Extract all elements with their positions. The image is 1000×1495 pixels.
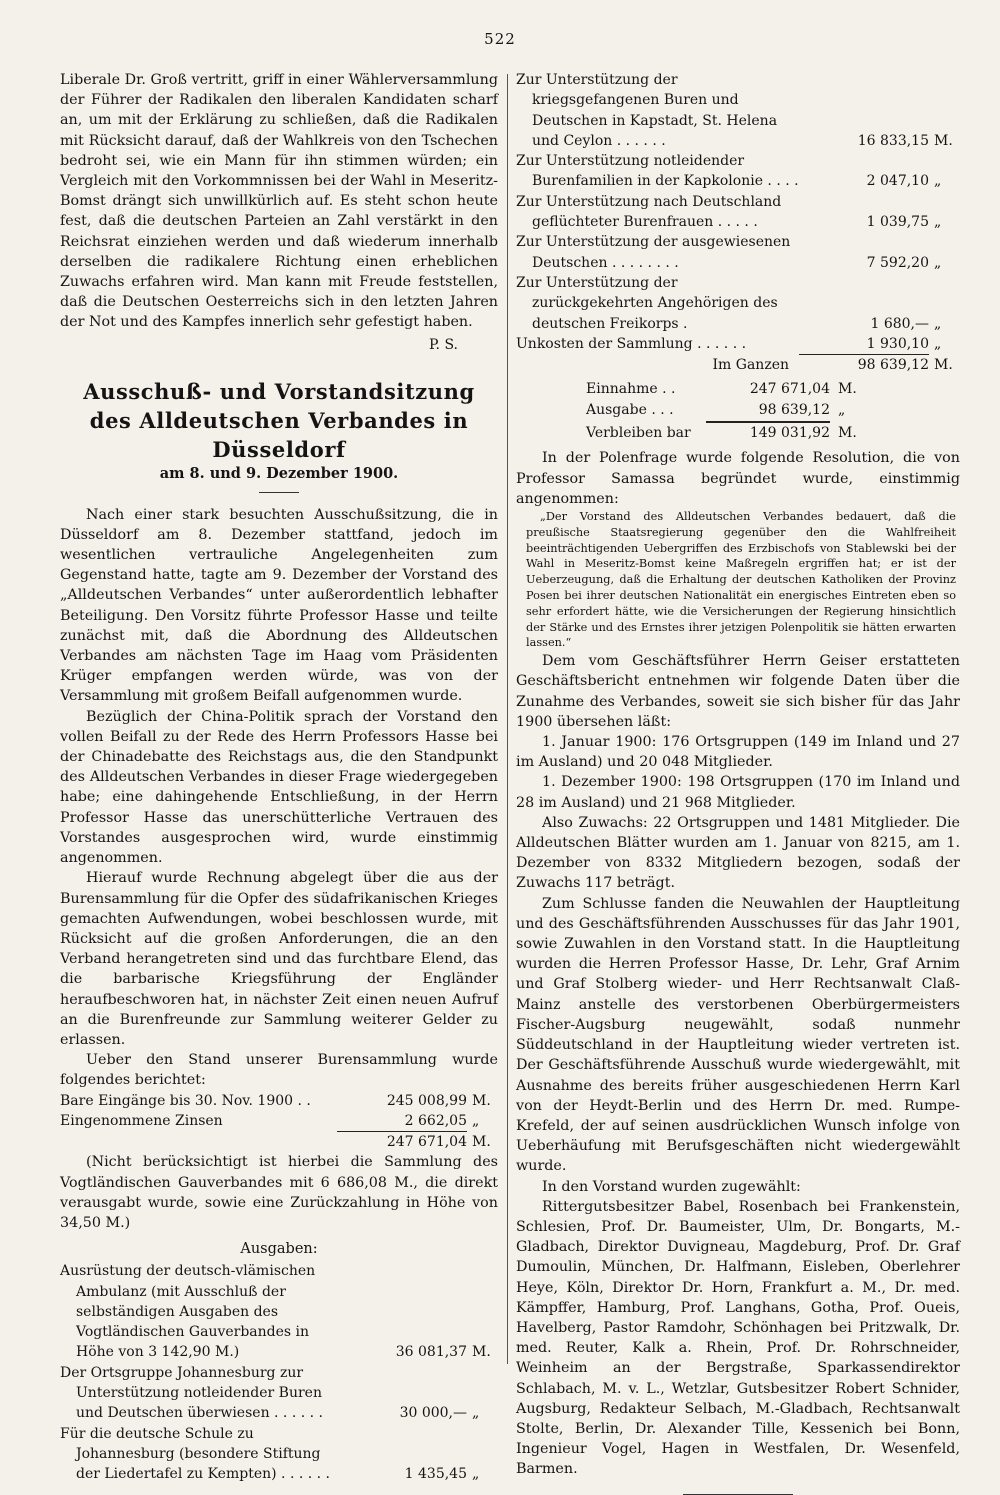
heading-rule: [259, 492, 299, 493]
receipt-unit: M.: [472, 1092, 491, 1109]
receipt-label: Eingenommene Zinsen: [60, 1112, 223, 1129]
expense-row: [60, 1363, 498, 1424]
receipt-amount: 245 008,99: [386, 1092, 467, 1109]
expenses-table-left: [60, 1261, 498, 1484]
expense-label: Der Ortsgruppe Johannesburg zur Unterstützung notleidender Buren und Deutschen überwiesen . . . . . .: [60, 1364, 323, 1422]
expenses-total-amount: 98 639,12: [799, 354, 929, 375]
expense-label: Zur Unterstützung der zurückgekehrten Angehörigen des deutschen Freikorps .: [516, 274, 778, 332]
balance-income-row: [586, 379, 960, 400]
article-heading: Ausschuß- und Vorstandsitzung des Alldeutschen Verbandes in Düsseldorf: [83, 378, 475, 462]
expenses-total-row: [516, 354, 960, 375]
expense-label: Zur Unterstützung nach Deutschland geflüchteter Burenfrauen . . . . .: [516, 193, 782, 231]
expense-amount: 36 081,37: [395, 1344, 467, 1361]
statistics-line: 1. Dezember 1900: 198 Ortsgruppen (170 im Inland und 28 im Ausland) und 21 968 Mitglieder.: [516, 774, 960, 811]
expense-label: Für die deutsche Schule zu Johannesburg (besondere Stiftung der Liedertafel zu Kempten) . . . . . .: [60, 1425, 330, 1483]
polen-intro: In der Polenfrage wurde folgende Resolution, die von Professor Samassa begründet wurde, einstimmig angenommen:: [516, 450, 960, 507]
expense-unit: „: [472, 1466, 480, 1483]
balance-expense-unit: „: [838, 402, 846, 419]
expense-label: Zur Unterstützung der kriegsgefangenen Buren und Deutschen in Kapstadt, St. Helena und Ceylon . . . . . .: [516, 72, 778, 149]
receipts-total-row: [60, 1131, 498, 1152]
expense-amount: 2 047,10: [866, 173, 929, 190]
body-paragraph: Nach einer stark besuchten Ausschußsitzung, die in Düsseldorf am 8. Dezember stattfand, jedoch im wesentlichen vertrauliche Angelegenheiten zum Gegenstand hatte, tagte am 9. Dezember der Vorstand des „Alldeutschen Verbandes“ unter außerordentlich lebhafter Beteiligung. Den Vorsitz führte Professor Hasse und teilte zunächst mit, daß die Abordnung des Alldeutschen Verbandes am nächsten Tage im Haag vom Präsidenten Krüger empfangen werden würde, was von der Versammlung mit großem Beifall aufgenommen wurde.: [60, 506, 498, 705]
expense-unit: „: [934, 254, 942, 271]
balance-expense-amount: 98 639,12: [706, 400, 830, 423]
expense-row: [60, 1424, 498, 1485]
expense-amount: 1 680,—: [870, 315, 929, 332]
article-subheading: am 8. und 9. Dezember 1900.: [159, 464, 399, 482]
expense-label: Zur Unterstützung notleidender Burenfamilien in der Kapkolonie . . . .: [516, 153, 799, 190]
expense-amount: 30 000,—: [399, 1405, 467, 1422]
balance-income-amount: 247 671,04: [749, 381, 830, 398]
body-paragraph: Also Zuwachs: 22 Ortsgruppen und 1481 Mitglieder. Die Alldeutschen Blätter wurden am 1. Januar von 8215, am 1. Dezember von 8332 Mitgliedern bezogen, sodaß der Zuwachs 117 beträgt.: [516, 814, 960, 892]
body-paragraph: Hierauf wurde Rechnung abgelegt über die aus der Burensammlung für die Opfer des südafrikanischen Krieges gemachten Aufwendungen, wobei beschlossen wurde, mit Rücksicht auf die großen Anforderungen, die an den Verband herangetreten sind und das furchtbare Elend, das die barbarische Kriegsführung der Engländer heraufbeschworen hat, in nächster Zeit einen neuen Aufruf an die Burenfreunde zur Sammlung weiterer Gelder zu erlassen.: [60, 870, 498, 1048]
body-paragraph: Dem vom Geschäftsführer Herrn Geiser erstatteten Geschäftsbericht entnehmen wir folgende Daten über die Zunahme des Verbandes, soweit sie sich bisher für das Jahr 1900 übersehen läßt:: [516, 653, 960, 730]
expenses-total-label: Im Ganzen: [712, 357, 789, 374]
intro-paragraph: Liberale Dr. Groß vertritt, griff in einer Wählerversammlung der Führer der Radikalen den liberalen Kandidaten scharf an, um mit der Erklärung zu schließen, daß die Radikalen mit Rücksicht darauf, daß der Wahlkreis von den Tschechen bedroht sei, wie ein Mann für ihn stimmen würden; ein Vergleich mit den Vorkommnissen bei der Wahl in Meseritz-Bomst drängt sich unwillkürlich auf. Es steht schon heute fest, daß die deutschen Parteien an Zahl verstärkt in den Reichsrat einziehen werden und daß wiederum innerhalb derselben die radikalere Richtung einen erheblichen Zuwachs erfahren wird. Man kann mit Freude feststellen, daß die Deutschen Oesterreichs sich in den letzten Jahren der Not und des Kampfes innerlich sehr gefestigt haben.: [60, 72, 498, 331]
expense-amount: 16 833,15: [857, 132, 929, 149]
expense-unit: „: [934, 315, 942, 332]
collection-note: (Nicht berücksichtigt ist hierbei die Sammlung des Vogtländischen Gauverbandes mit 6 686,08 M., die direkt verausgabt wurde, sowie eine Zurückzahlung in Höhe von 34,50 M.): [60, 1154, 498, 1232]
statistics-line: 1. Januar 1900: 176 Ortsgruppen (149 im Inland und 27 im Ausland) und 20 048 Mitglieder.: [516, 734, 960, 771]
body-paragraph: Zum Schlusse fanden die Neuwahlen der Hauptleitung und des Geschäftsführenden Ausschusses für das Jahr 1901, sowie Zuwahlen in den Vorstand statt. In die Hauptleitung wurden die Herren Professor Hasse, Dr. Lehr, Graf Arnim und Graf Stolberg wieder- und Herr Rechtsanwalt Claß-Mainz anstelle des verstorbenen Oberbürgermeisters Fischer-Augsburg neugewählt, sodaß nunmehr Süddeutschland in der Hauptleitung wieder vertreten ist. Der Geschäftsführende Ausschuß wurde wiedergewählt, mit Ausnahme des bereits früher ausgeschiedenen Herrn Karl von der Heydt-Berlin und des Herrn Dr. med. Rumpe-Krefeld, der auf seinen ausdrücklichen Wunsch infolge von Ueberhäufung mit Berufsgeschäften nicht wiedergewählt wurde.: [516, 895, 960, 1175]
column-divider: [507, 74, 508, 1364]
receipt-label: Bare Eingänge bis 30. Nov. 1900 . .: [60, 1092, 311, 1109]
expense-unit: M.: [472, 1344, 491, 1361]
expense-amount: 1 930,10: [866, 335, 929, 352]
expense-unit: „: [934, 173, 942, 190]
page-number: 522: [484, 30, 516, 48]
receipt-unit: „: [472, 1112, 480, 1129]
receipt-row: [60, 1111, 498, 1131]
balance-rest-label: Verbleiben bar: [586, 425, 691, 442]
balance-expense-label: Ausgabe . . .: [586, 402, 674, 419]
closing-rule: [683, 1494, 793, 1495]
receipts-table: [60, 1091, 498, 1153]
expense-label: Ausrüstung der deutsch-vlämischen Ambulanz (mit Ausschluß der selbständigen Ausgaben des Vogtländischen Gauverbandes in Höhe von 3 142,90 M.): [60, 1263, 316, 1361]
expense-unit: „: [934, 335, 942, 352]
body-paragraph: Ueber den Stand unserer Burensammlung wurde folgendes berichtet:: [60, 1052, 498, 1089]
expense-label: Zur Unterstützung der ausgewiesenen Deutschen . . . . . . . .: [516, 234, 791, 271]
expense-row: [516, 151, 960, 192]
balance-rest-unit: M.: [838, 425, 857, 442]
expense-unit: „: [472, 1405, 480, 1422]
left-column: [60, 70, 498, 1485]
body-paragraph: Bezüglich der China-Politik sprach der Vorstand den vollen Beifall zu der Rede des Herrn Professors Hasse bei der Chinadebatte des Reichstags aus, die den Standpunkt des Alldeutschen Verbandes in dieser Frage wiedergegeben habe; eine dahingehende Entschließung, in der Herrn Professor Hasse das unerschütterliche Vertrauen des Vorstandes ausgesprochen wird, wurde einstimmig angenommen.: [60, 708, 498, 867]
expenses-heading: Ausgaben:: [240, 1241, 318, 1258]
expense-amount: 1 039,75: [866, 214, 929, 231]
receipt-row: [60, 1091, 498, 1111]
balance-expense-row: [586, 400, 960, 423]
expense-amount: 1 435,45: [404, 1466, 467, 1483]
expense-label: Unkosten der Sammlung . . . . . .: [516, 335, 747, 352]
body-paragraph: In den Vorstand wurden zugewählt:: [542, 1178, 801, 1195]
expense-unit: M.: [934, 132, 953, 149]
expense-unit: „: [934, 214, 942, 231]
expense-row: [516, 232, 960, 273]
receipt-amount: 2 662,05: [404, 1112, 467, 1129]
receipts-total-unit: M.: [472, 1134, 491, 1151]
balance-table: [516, 379, 960, 444]
author-signature: P. S.: [428, 336, 458, 353]
expense-row: [516, 70, 960, 151]
balance-income-unit: M.: [838, 381, 857, 398]
right-column: [516, 70, 960, 1495]
resolution-quote: „Der Vorstand des Alldeutschen Verbandes bedauert, daß die preußische Staatsregierung gegenüber den die Wahlfreiheit beeinträchtigenden Uebergriffen des Erzbischofs von Stablewski bei der Wahl in Meseritz-Bomst keine Maßregeln ergriffen hat; er ist der Ueberzeugung, daß die Erhaltung der deutschen Katholiken der Provinz Posen bei ihrer deutschen Nationalität ein energisches Eintreten eben so sehr erfordert hätte, wie die Versicherungen der Regierung hinsichtlich der Stärke und des Ernstes ihrer jetzigen Polenpolitik sie hätten erwarten lassen.“: [526, 510, 956, 650]
balance-income-label: Einnahme . .: [586, 381, 676, 398]
expense-row: [516, 273, 960, 334]
board-members-list: Rittergutsbesitzer Babel, Rosenbach bei Frankenstein, Schlesien, Prof. Dr. Baumeister, Ulm, Dr. Bongarts, M.-Gladbach, Direktor Duvigneau, Magdeburg, Prof. Dr. Graf Dumoulin, München, Dr. Halfmann, Eisleben, Oberlehrer Heye, Köln, Direktor Dr. Horn, Frankfurt a. M., Dr. med. Kämpffer, Hamburg, Prof. Langhans, Gotha, Prof. Oueis, Havelberg, Pastor Ramdohr, Schönhagen bei Pritzwalk, Dr. med. Reuter, Kalk a. Rhein, Prof. Dr. Rohrschneider, Weinheim an der Bergstraße, Sparkassendirektor Schlabach, M. v. L., Wetzlar, Gutsbesitzer Robert Schnider, Augsburg, Redakteur Selbach, M.-Gladbach, Rechtsanwalt Stolte, Berlin, Dr. Alexander Tille, Kessenich bei Bonn, Ingenieur Vogel, Hagen in Westfalen, Dr. Wesenfeld, Barmen.: [516, 1198, 960, 1478]
expense-row: [516, 334, 960, 354]
balance-rest-amount: 149 031,92: [749, 425, 830, 442]
expense-row: [516, 192, 960, 233]
balance-rest-row: [586, 423, 960, 444]
receipts-total-amount: 247 671,04: [337, 1131, 467, 1152]
expenses-total-unit: M.: [934, 357, 953, 374]
expenses-table-right: [516, 70, 960, 375]
expense-amount: 7 592,20: [866, 254, 929, 271]
expense-row: [60, 1261, 498, 1362]
